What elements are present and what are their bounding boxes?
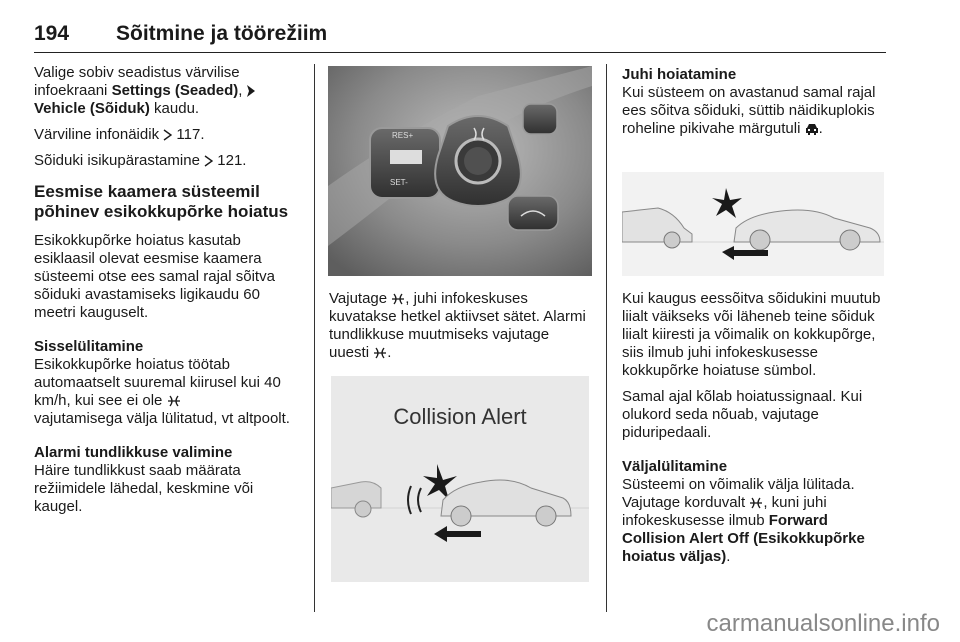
gap-button-icon [749,497,763,509]
page-header [34,22,886,53]
collision-alert-title: Collision Alert [393,404,527,429]
paragraph-intro: Esikokkupõrke hoiatus kasutab esiklaasil olevat eesmise kaamera süsteemi otse ees samal rajal sõitva sõiduki avastamiseks ligikaudu 60 meetri kauguselt. [34,232,275,321]
collision-alert-display-image [331,376,589,582]
paragraph-settings: Valige sobiv seadistus värvilise infoekraani Settings (Seaded), Vehicle (Sõiduk) kaudu. [34,64,296,118]
paragraph-ref-infodisplay: Värviline infonäidik 117. [34,126,205,143]
column-right: Juhi hoiatamine Kui süsteem on avastanud samal rajal ees sõitva sõiduki, süttib näidikuplokis roheline pikivahe märgutuli . [622,66,876,137]
column-middle [329,290,591,370]
column-divider [314,64,315,612]
paragraph-ref-personalization: Sõiduki isikupärastamine 121. [34,152,247,169]
gap-button-icon [391,293,405,305]
message-fca-off: Forward Collision Alert Off (Esikokkupõrke hoiatus väljas) [622,512,865,565]
set-label: SET- [390,178,408,187]
res-label: RES+ [392,131,414,140]
menu-arrow-icon [247,85,255,97]
gap-button-icon [373,347,387,359]
subheading-deactivation: Väljalülitamine [622,458,728,475]
steering-wheel-controls-image [328,66,592,276]
column-divider [606,64,607,612]
paragraph-press-button: Vajutage , juhi infokeskuses kuvatakse hetkel aktiivset sätet. Alarmi tundlikkuse muutmiseks vajutage uuesti . [329,290,586,361]
page-reference-icon [163,129,172,141]
page-title: Sõitmine ja töörežiim [116,22,328,45]
page-reference: 121 [217,152,243,169]
collision-warning-diagram [622,172,884,276]
vehicle-ahead-indicator-icon [805,123,819,135]
column-right-lower: Kui kaugus eessõitva sõidukini muutub liialt väikseks või läheneb teine sõiduk liialt kiiresti ja võimalik on kokkupõrge, siis ilmub juhi infokeskusesse kokkupõrke hoiatuse sümbol. Samal ajal kõlab hoiatussignaal. Kui olukord seda nõuab, vajutage piduripedaali. Väljalülitamine Süsteemi on võimalik välja lülitada. Vajutage korduvalt , kuni juhi infokeskusesse ilmub Forward Collision Alert Off (Esikokkupõrke hoiatus väljas). [622,290,894,574]
subheading-driver-alert: Juhi hoiatamine [622,66,737,83]
gap-button-icon [167,395,181,407]
section-heading: Eesmise kaamera süsteemil põhinev esikokkupõrke hoiatus [34,182,289,221]
page-reference-icon [204,155,213,167]
subheading-activation: Sisselülitamine [34,338,144,355]
menu-vehicle: Vehicle (Sõiduk) [34,100,150,117]
page-number: 194 [34,22,70,45]
paragraph-warning-symbol: Kui kaugus eessõitva sõidukini muutub liialt väikseks või läheneb teine sõiduk liialt kiiresti ja võimalik on kokkupõrge, siis ilmub juhi infokeskusesse kokkupõrke hoiatuse sümbol. [622,290,881,379]
watermark: carmanualsonline.info [706,610,940,637]
subheading-sensitivity: Alarmi tundlikkuse valimine [34,444,233,461]
menu-settings: Settings (Seaded) [111,82,239,99]
paragraph-warning-sound: Samal ajal kõlab hoiatussignaal. Kui olukord seda nõuab, vajutage piduripedaali. [622,388,863,441]
column-left: Valige sobiv seadistus värvilise infoekraani Settings (Seaded), Vehicle (Sõiduk) kaudu. Värviline infonäidik 117. Sõiduki isikupärastamine 121. Eesmise kaamera süsteemil põhinev esikokkupõrke hoiatus Esikokkupõrke hoiatus kasutab esiklaasil olevat eesmise kaamera süsteemi otse ees samal rajal sõitva sõiduki avastamiseks ligikaudu 60 meetri kauguselt. Sisselülitamine Esikokkupõrke hoiatus töötab automaatselt suuremal kiirusel kui 40 km/h, kui see ei ole vajutamisega välja lülitatud, vt altpoolt. Alarmi tundlikkuse valimine Häire tundlikkust saab määrata režiimidele lähedal, keskmine või kaugel. [34,64,296,524]
page-reference: 117 [176,126,201,143]
